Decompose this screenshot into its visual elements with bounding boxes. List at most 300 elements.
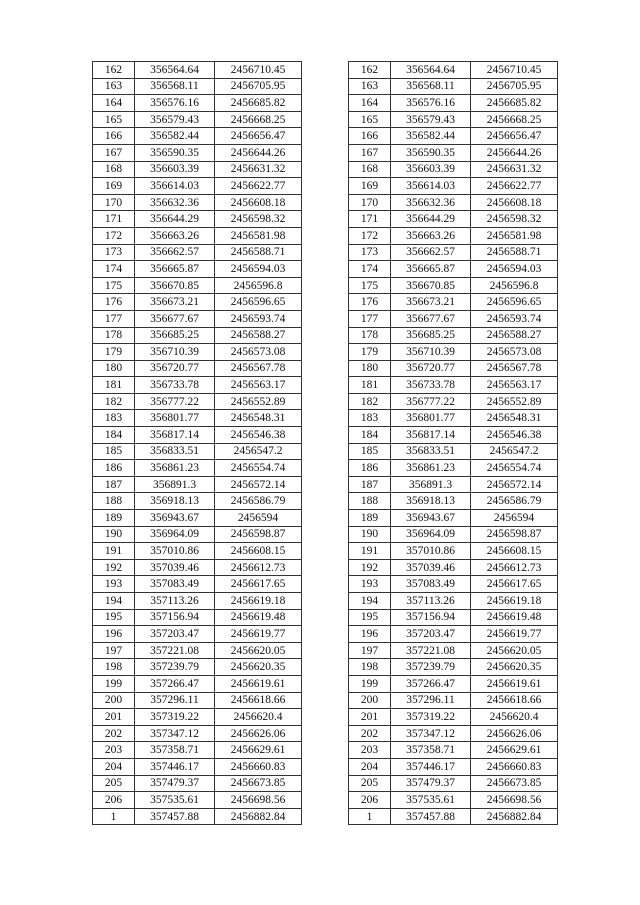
point-number-cell: 171 [93, 211, 135, 228]
y-coordinate-cell: 2456612.73 [215, 559, 302, 576]
table-row [349, 111, 558, 128]
point-number-cell: 197 [93, 642, 135, 659]
x-coordinate-cell: 357266.47 [391, 675, 471, 692]
y-coordinate-cell: 2456572.14 [215, 476, 302, 493]
x-coordinate-cell: 356662.57 [135, 244, 215, 261]
table-row [349, 294, 558, 311]
y-coordinate-cell: 2456685.82 [471, 95, 558, 112]
point-number-cell: 198 [93, 659, 135, 676]
point-number-cell: 168 [349, 161, 391, 178]
point-number-cell: 192 [349, 559, 391, 576]
y-coordinate-cell: 2456620.35 [471, 659, 558, 676]
table-row [349, 62, 558, 79]
table-row [93, 510, 302, 527]
y-coordinate-cell: 2456581.98 [215, 227, 302, 244]
table-row [349, 410, 558, 427]
table-row [93, 161, 302, 178]
point-number-cell: 189 [93, 510, 135, 527]
point-number-cell: 194 [93, 593, 135, 610]
y-coordinate-cell: 2456710.45 [471, 62, 558, 79]
x-coordinate-cell: 356670.85 [391, 277, 471, 294]
table-row [93, 393, 302, 410]
x-coordinate-cell: 357446.17 [391, 758, 471, 775]
y-coordinate-cell: 2456698.56 [471, 792, 558, 809]
point-number-cell: 162 [349, 62, 391, 79]
x-coordinate-cell: 356579.43 [135, 111, 215, 128]
y-coordinate-cell: 2456588.27 [215, 327, 302, 344]
table-row [93, 626, 302, 643]
point-number-cell: 181 [349, 377, 391, 394]
x-coordinate-cell: 357296.11 [391, 692, 471, 709]
x-coordinate-cell: 357083.49 [391, 576, 471, 593]
point-number-cell: 181 [93, 377, 135, 394]
point-number-cell: 183 [349, 410, 391, 427]
y-coordinate-cell: 2456685.82 [215, 95, 302, 112]
y-coordinate-cell: 2456705.95 [215, 78, 302, 95]
y-coordinate-cell: 2456882.84 [471, 808, 558, 825]
point-number-cell: 179 [93, 344, 135, 361]
table-row [349, 758, 558, 775]
x-coordinate-cell: 357457.88 [135, 808, 215, 825]
table-row [349, 692, 558, 709]
y-coordinate-cell: 2456668.25 [215, 111, 302, 128]
y-coordinate-cell: 2456705.95 [471, 78, 558, 95]
table-row [93, 261, 302, 278]
y-coordinate-cell: 2456572.14 [471, 476, 558, 493]
y-coordinate-cell: 2456547.2 [471, 443, 558, 460]
table-row [349, 178, 558, 195]
y-coordinate-cell: 2456608.15 [215, 543, 302, 560]
y-coordinate-cell: 2456594.03 [471, 261, 558, 278]
y-coordinate-cell: 2456581.98 [471, 227, 558, 244]
point-number-cell: 184 [93, 427, 135, 444]
table-row [93, 808, 302, 825]
x-coordinate-cell: 357221.08 [135, 642, 215, 659]
table-row [93, 609, 302, 626]
point-number-cell: 166 [349, 128, 391, 145]
table-row [93, 244, 302, 261]
table-row [93, 792, 302, 809]
x-coordinate-cell: 356861.23 [135, 460, 215, 477]
point-number-cell: 1 [349, 808, 391, 825]
y-coordinate-cell: 2456548.31 [471, 410, 558, 427]
x-coordinate-cell: 356662.57 [391, 244, 471, 261]
table-row [93, 410, 302, 427]
table-row [349, 659, 558, 676]
y-coordinate-cell: 2456620.4 [215, 709, 302, 726]
point-number-cell: 203 [349, 742, 391, 759]
point-number-cell: 201 [93, 709, 135, 726]
x-coordinate-cell: 356644.29 [391, 211, 471, 228]
y-coordinate-cell: 2456593.74 [471, 310, 558, 327]
table-row [349, 709, 558, 726]
table-row [93, 427, 302, 444]
y-coordinate-cell: 2456882.84 [215, 808, 302, 825]
x-coordinate-cell: 357266.47 [135, 675, 215, 692]
y-coordinate-cell: 2456617.65 [471, 576, 558, 593]
table-row [349, 593, 558, 610]
x-coordinate-cell: 356801.77 [391, 410, 471, 427]
table-row [349, 244, 558, 261]
point-number-cell: 174 [349, 261, 391, 278]
table-row [349, 792, 558, 809]
x-coordinate-cell: 357203.47 [391, 626, 471, 643]
x-coordinate-cell: 356663.26 [135, 227, 215, 244]
y-coordinate-cell: 2456673.85 [215, 775, 302, 792]
y-coordinate-cell: 2456608.18 [215, 194, 302, 211]
point-number-cell: 167 [93, 144, 135, 161]
y-coordinate-cell: 2456548.31 [215, 410, 302, 427]
y-coordinate-cell: 2456563.17 [471, 377, 558, 394]
table-row [349, 427, 558, 444]
table-row [349, 360, 558, 377]
table-row [349, 327, 558, 344]
x-coordinate-cell: 356943.67 [391, 510, 471, 527]
y-coordinate-cell: 2456567.78 [215, 360, 302, 377]
x-coordinate-cell: 356918.13 [135, 493, 215, 510]
x-coordinate-cell: 356720.77 [135, 360, 215, 377]
point-number-cell: 170 [349, 194, 391, 211]
table-row [93, 327, 302, 344]
table-row [93, 95, 302, 112]
table-row [93, 692, 302, 709]
table-row [349, 675, 558, 692]
table-row [93, 460, 302, 477]
x-coordinate-cell: 357347.12 [135, 725, 215, 742]
x-coordinate-cell: 357319.22 [135, 709, 215, 726]
table-row [349, 194, 558, 211]
point-number-cell: 183 [93, 410, 135, 427]
table-row [349, 543, 558, 560]
x-coordinate-cell: 356685.25 [135, 327, 215, 344]
table-row [349, 261, 558, 278]
point-number-cell: 164 [93, 95, 135, 112]
x-coordinate-cell: 356918.13 [391, 493, 471, 510]
y-coordinate-cell: 2456573.08 [471, 344, 558, 361]
point-number-cell: 180 [349, 360, 391, 377]
point-number-cell: 177 [349, 310, 391, 327]
y-coordinate-cell: 2456620.4 [471, 709, 558, 726]
x-coordinate-cell: 356665.87 [391, 261, 471, 278]
x-coordinate-cell: 356568.11 [135, 78, 215, 95]
table-row [93, 559, 302, 576]
x-coordinate-cell: 356579.43 [391, 111, 471, 128]
table-row [93, 111, 302, 128]
point-number-cell: 186 [349, 460, 391, 477]
y-coordinate-cell: 2456673.85 [471, 775, 558, 792]
y-coordinate-cell: 2456620.35 [215, 659, 302, 676]
table-row [349, 742, 558, 759]
x-coordinate-cell: 357457.88 [391, 808, 471, 825]
x-coordinate-cell: 356833.51 [135, 443, 215, 460]
table-row [93, 526, 302, 543]
x-coordinate-cell: 356710.39 [391, 344, 471, 361]
point-number-cell: 196 [93, 626, 135, 643]
point-number-cell: 190 [349, 526, 391, 543]
y-coordinate-cell: 2456588.71 [215, 244, 302, 261]
point-number-cell: 196 [349, 626, 391, 643]
table-row [93, 211, 302, 228]
x-coordinate-cell: 356891.3 [135, 476, 215, 493]
y-coordinate-cell: 2456546.38 [215, 427, 302, 444]
point-number-cell: 200 [93, 692, 135, 709]
x-coordinate-cell: 356632.36 [135, 194, 215, 211]
point-number-cell: 198 [349, 659, 391, 676]
y-coordinate-cell: 2456619.61 [471, 675, 558, 692]
x-coordinate-cell: 356632.36 [391, 194, 471, 211]
point-number-cell: 173 [93, 244, 135, 261]
x-coordinate-cell: 356891.3 [391, 476, 471, 493]
x-coordinate-cell: 356603.39 [135, 161, 215, 178]
point-number-cell: 178 [349, 327, 391, 344]
y-coordinate-cell: 2456660.83 [215, 758, 302, 775]
point-number-cell: 206 [93, 792, 135, 809]
x-coordinate-cell: 356964.09 [135, 526, 215, 543]
coordinate-table-left [92, 61, 302, 825]
y-coordinate-cell: 2456608.15 [471, 543, 558, 560]
x-coordinate-cell: 356663.26 [391, 227, 471, 244]
y-coordinate-cell: 2456567.78 [471, 360, 558, 377]
x-coordinate-cell: 356817.14 [135, 427, 215, 444]
point-number-cell: 172 [349, 227, 391, 244]
y-coordinate-cell: 2456554.74 [471, 460, 558, 477]
point-number-cell: 197 [349, 642, 391, 659]
x-coordinate-cell: 357203.47 [135, 626, 215, 643]
table-row [93, 443, 302, 460]
y-coordinate-cell: 2456612.73 [471, 559, 558, 576]
y-coordinate-cell: 2456563.17 [215, 377, 302, 394]
x-coordinate-cell: 356582.44 [391, 128, 471, 145]
point-number-cell: 170 [93, 194, 135, 211]
x-coordinate-cell: 356733.78 [135, 377, 215, 394]
point-number-cell: 164 [349, 95, 391, 112]
y-coordinate-cell: 2456596.8 [471, 277, 558, 294]
table-row [349, 493, 558, 510]
x-coordinate-cell: 356733.78 [391, 377, 471, 394]
y-coordinate-cell: 2456547.2 [215, 443, 302, 460]
x-coordinate-cell: 356943.67 [135, 510, 215, 527]
table-row [93, 78, 302, 95]
y-coordinate-cell: 2456619.48 [471, 609, 558, 626]
point-number-cell: 162 [93, 62, 135, 79]
x-coordinate-cell: 356861.23 [391, 460, 471, 477]
x-coordinate-cell: 356964.09 [391, 526, 471, 543]
table-row [93, 709, 302, 726]
coordinate-table-right-body [349, 62, 558, 825]
table-row [93, 294, 302, 311]
y-coordinate-cell: 2456588.27 [471, 327, 558, 344]
y-coordinate-cell: 2456622.77 [471, 178, 558, 195]
y-coordinate-cell: 2456596.8 [215, 277, 302, 294]
table-row [349, 344, 558, 361]
point-number-cell: 174 [93, 261, 135, 278]
y-coordinate-cell: 2456619.18 [471, 593, 558, 610]
x-coordinate-cell: 357347.12 [391, 725, 471, 742]
x-coordinate-cell: 356673.21 [135, 294, 215, 311]
x-coordinate-cell: 356614.03 [135, 178, 215, 195]
table-row [93, 310, 302, 327]
y-coordinate-cell: 2456594 [471, 510, 558, 527]
y-coordinate-cell: 2456629.61 [215, 742, 302, 759]
x-coordinate-cell: 356582.44 [135, 128, 215, 145]
table-row [349, 775, 558, 792]
point-number-cell: 205 [349, 775, 391, 792]
table-row [349, 576, 558, 593]
point-number-cell: 206 [349, 792, 391, 809]
point-number-cell: 163 [93, 78, 135, 95]
x-coordinate-cell: 356576.16 [391, 95, 471, 112]
y-coordinate-cell: 2456608.18 [471, 194, 558, 211]
point-number-cell: 1 [93, 808, 135, 825]
table-row [93, 659, 302, 676]
y-coordinate-cell: 2456593.74 [215, 310, 302, 327]
point-number-cell: 193 [349, 576, 391, 593]
table-row [93, 377, 302, 394]
point-number-cell: 175 [93, 277, 135, 294]
point-number-cell: 194 [349, 593, 391, 610]
table-row [93, 576, 302, 593]
y-coordinate-cell: 2456619.48 [215, 609, 302, 626]
table-row [93, 144, 302, 161]
y-coordinate-cell: 2456594.03 [215, 261, 302, 278]
y-coordinate-cell: 2456618.66 [471, 692, 558, 709]
coordinate-table-right [348, 61, 558, 825]
point-number-cell: 189 [349, 510, 391, 527]
point-number-cell: 204 [349, 758, 391, 775]
table-row [93, 476, 302, 493]
x-coordinate-cell: 356720.77 [391, 360, 471, 377]
x-coordinate-cell: 357535.61 [135, 792, 215, 809]
y-coordinate-cell: 2456598.32 [471, 211, 558, 228]
y-coordinate-cell: 2456573.08 [215, 344, 302, 361]
table-row [93, 227, 302, 244]
point-number-cell: 195 [93, 609, 135, 626]
y-coordinate-cell: 2456619.18 [215, 593, 302, 610]
y-coordinate-cell: 2456594 [215, 510, 302, 527]
y-coordinate-cell: 2456588.71 [471, 244, 558, 261]
point-number-cell: 191 [93, 543, 135, 560]
table-row [349, 559, 558, 576]
x-coordinate-cell: 357319.22 [391, 709, 471, 726]
point-number-cell: 188 [93, 493, 135, 510]
y-coordinate-cell: 2456656.47 [471, 128, 558, 145]
table-row [93, 742, 302, 759]
x-coordinate-cell: 356817.14 [391, 427, 471, 444]
table-row [93, 360, 302, 377]
table-row [349, 78, 558, 95]
point-number-cell: 172 [93, 227, 135, 244]
x-coordinate-cell: 356614.03 [391, 178, 471, 195]
y-coordinate-cell: 2456598.87 [215, 526, 302, 543]
table-row [349, 526, 558, 543]
x-coordinate-cell: 356564.64 [135, 62, 215, 79]
y-coordinate-cell: 2456598.87 [471, 526, 558, 543]
x-coordinate-cell: 357039.46 [135, 559, 215, 576]
table-row [93, 128, 302, 145]
x-coordinate-cell: 356603.39 [391, 161, 471, 178]
table-row [349, 460, 558, 477]
table-row [93, 775, 302, 792]
y-coordinate-cell: 2456546.38 [471, 427, 558, 444]
y-coordinate-cell: 2456620.05 [215, 642, 302, 659]
x-coordinate-cell: 356833.51 [391, 443, 471, 460]
point-number-cell: 169 [349, 178, 391, 195]
table-row [349, 310, 558, 327]
point-number-cell: 188 [349, 493, 391, 510]
y-coordinate-cell: 2456668.25 [471, 111, 558, 128]
y-coordinate-cell: 2456644.26 [471, 144, 558, 161]
x-coordinate-cell: 357358.71 [135, 742, 215, 759]
table-row [349, 277, 558, 294]
point-number-cell: 192 [93, 559, 135, 576]
table-row [349, 476, 558, 493]
point-number-cell: 176 [349, 294, 391, 311]
table-row [93, 62, 302, 79]
table-row [349, 128, 558, 145]
x-coordinate-cell: 357113.26 [391, 593, 471, 610]
y-coordinate-cell: 2456617.65 [215, 576, 302, 593]
table-row [349, 725, 558, 742]
point-number-cell: 195 [349, 609, 391, 626]
y-coordinate-cell: 2456619.77 [215, 626, 302, 643]
y-coordinate-cell: 2456619.77 [471, 626, 558, 643]
table-row [349, 443, 558, 460]
point-number-cell: 171 [349, 211, 391, 228]
x-coordinate-cell: 357083.49 [135, 576, 215, 593]
x-coordinate-cell: 357156.94 [135, 609, 215, 626]
x-coordinate-cell: 357010.86 [135, 543, 215, 560]
point-number-cell: 166 [93, 128, 135, 145]
point-number-cell: 186 [93, 460, 135, 477]
table-row [349, 808, 558, 825]
x-coordinate-cell: 356644.29 [135, 211, 215, 228]
x-coordinate-cell: 356777.22 [391, 393, 471, 410]
table-row [93, 178, 302, 195]
point-number-cell: 177 [93, 310, 135, 327]
x-coordinate-cell: 356685.25 [391, 327, 471, 344]
x-coordinate-cell: 356801.77 [135, 410, 215, 427]
y-coordinate-cell: 2456586.79 [215, 493, 302, 510]
table-row [93, 675, 302, 692]
table-row [349, 393, 558, 410]
table-row [93, 344, 302, 361]
point-number-cell: 190 [93, 526, 135, 543]
table-row [349, 95, 558, 112]
x-coordinate-cell: 357239.79 [135, 659, 215, 676]
table-row [93, 593, 302, 610]
table-row [93, 493, 302, 510]
y-coordinate-cell: 2456626.06 [471, 725, 558, 742]
table-row [93, 642, 302, 659]
y-coordinate-cell: 2456656.47 [215, 128, 302, 145]
x-coordinate-cell: 356677.67 [391, 310, 471, 327]
x-coordinate-cell: 356677.67 [135, 310, 215, 327]
x-coordinate-cell: 356665.87 [135, 261, 215, 278]
point-number-cell: 185 [93, 443, 135, 460]
table-row [349, 377, 558, 394]
x-coordinate-cell: 356673.21 [391, 294, 471, 311]
x-coordinate-cell: 356777.22 [135, 393, 215, 410]
table-row [93, 725, 302, 742]
point-number-cell: 201 [349, 709, 391, 726]
table-row [93, 543, 302, 560]
point-number-cell: 203 [93, 742, 135, 759]
y-coordinate-cell: 2456622.77 [215, 178, 302, 195]
table-row [349, 161, 558, 178]
y-coordinate-cell: 2456698.56 [215, 792, 302, 809]
x-coordinate-cell: 357358.71 [391, 742, 471, 759]
x-coordinate-cell: 356670.85 [135, 277, 215, 294]
